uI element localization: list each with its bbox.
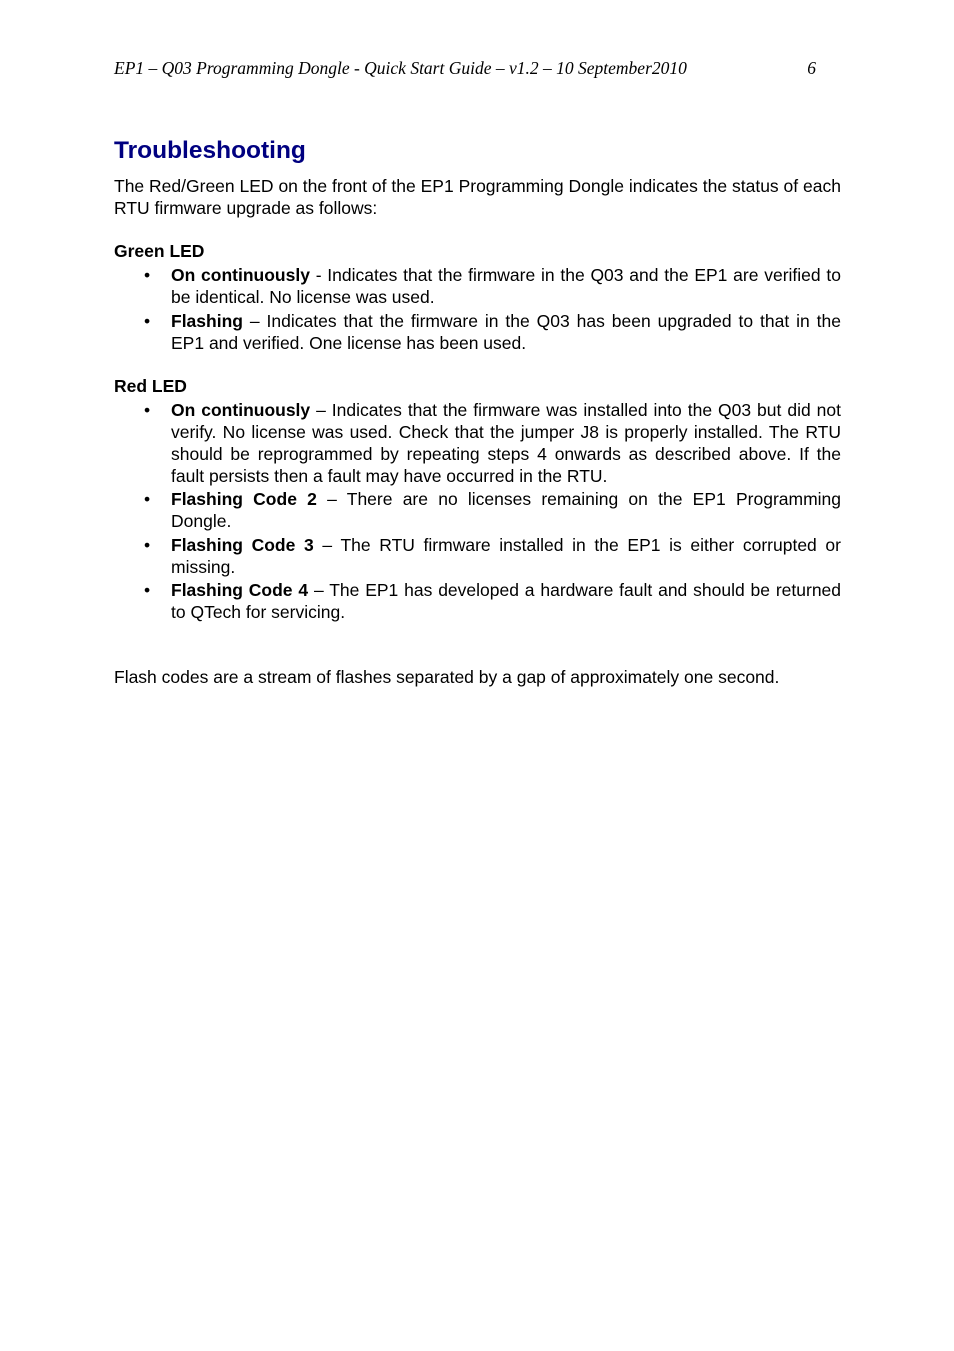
closing-paragraph: Flash codes are a stream of flashes separated by a gap of approximately one second. [114,667,780,687]
list-item [114,579,841,623]
bullet-icon: • [144,580,151,600]
item-term: On continuously [171,265,310,285]
item-text: – Indicates that the firmware was installed into the Q03 but did not verify. No license was used. Check that the jumper J8 is properly installed. The RTU should be reprogrammed by repeating steps 4 onwards as described above. If the fault persists then a fault may have occurred in the RTU. [171,399,841,486]
list-item [114,264,841,308]
bullet-icon: • [144,489,151,509]
bullet-icon: • [144,534,151,555]
item-text: – The RTU firmware installed in the EP1 is either corrupted or missing. [171,534,841,577]
item-text: – Indicates that the firmware in the Q03 has been upgraded to that in the EP1 and verified. One license has been used. [171,310,841,353]
green-led-heading: Green LED [114,241,205,261]
list-item [114,399,841,487]
item-term: On continuously [171,399,311,420]
item-text: – The EP1 has developed a hardware fault and should be returned to QTech for servicing. [171,580,842,622]
bullet-icon: • [144,310,151,331]
item-term: Flashing [171,310,243,331]
item-term: Flashing Code 3 [171,534,314,555]
item-text: - Indicates that the firmware in the Q03 and the EP1 are verified to be identical. No license was used. [171,265,841,307]
header-title: EP1 – Q03 Programming Dongle - Quick Start Guide – v1.2 – 10 September2010 [114,58,687,78]
bullet-icon: • [144,399,151,420]
bullet-icon: • [144,265,151,285]
green-led-list [114,264,841,354]
item-term: Flashing Code 4 [171,580,309,600]
section-title: Troubleshooting [114,137,306,164]
list-item [114,488,841,532]
page-header [114,58,816,82]
page-number: 6 [807,58,816,78]
red-led-list [114,399,841,624]
document-body [114,136,841,688]
item-term: Flashing Code 2 [171,489,317,509]
list-item [114,310,841,354]
item-text: – There are no licenses remaining on the EP1 Programming Dongle. [171,489,842,531]
red-led-heading: Red LED [114,375,187,396]
intro-paragraph: The Red/Green LED on the front of the EP1 Programming Dongle indicates the status of each RTU firmware upgrade as follows: [114,176,841,218]
list-item [114,534,841,578]
